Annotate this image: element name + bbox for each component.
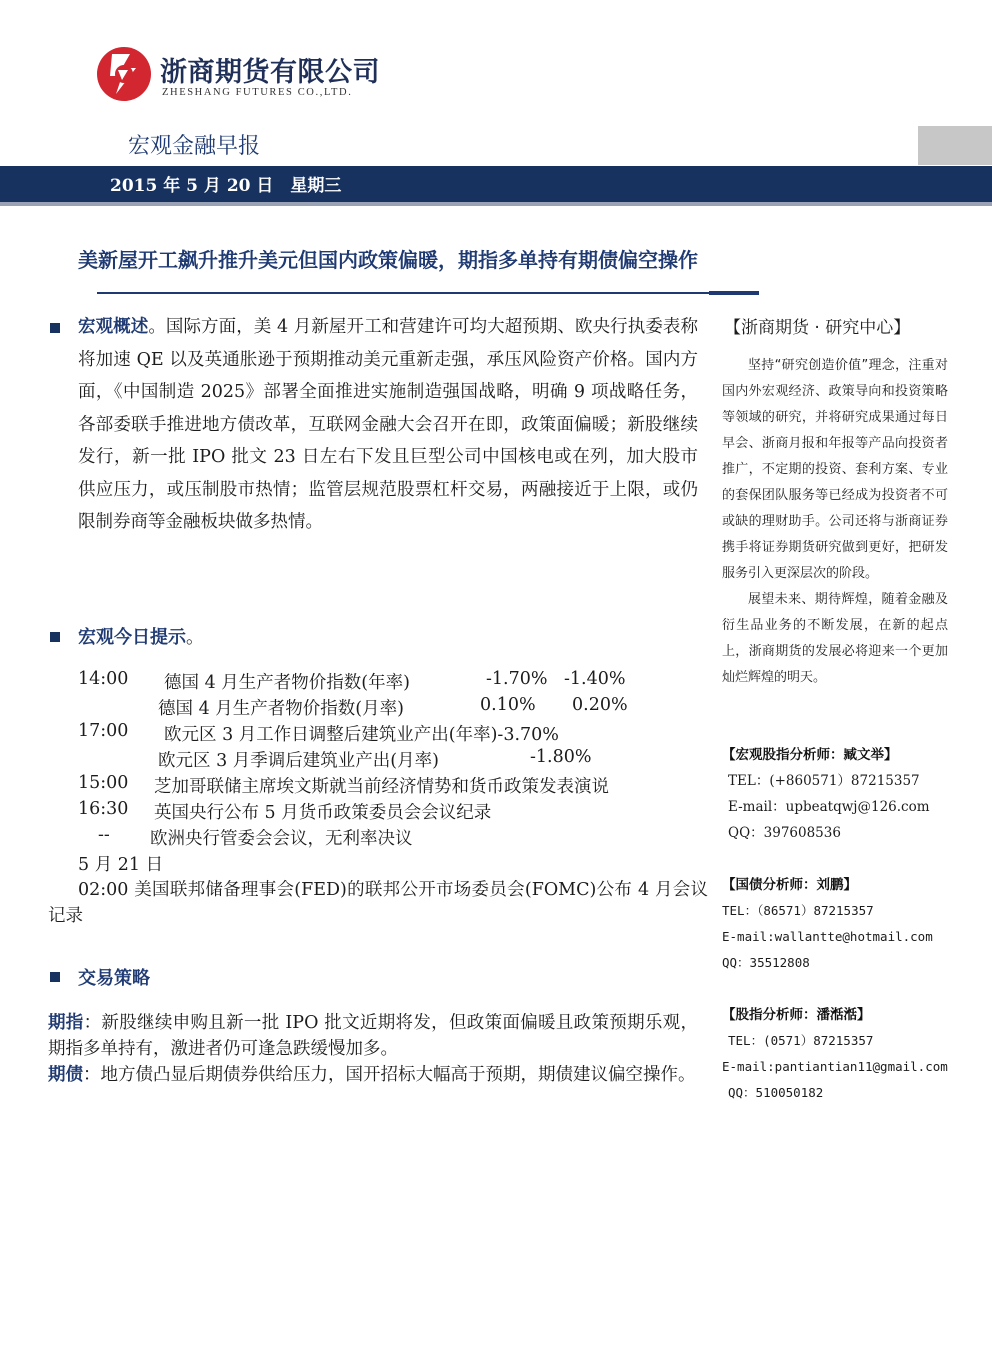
event-row <box>48 825 708 851</box>
analyst-tel: TEL：(0571）87215357 <box>728 1033 874 1048</box>
strategy-text: ：新股继续申购且新一批 IPO 批文近期将发，但政策面偏暖且政策预期乐观，期指多单持有，激进者仍可逢急跌缓慢加多。 <box>48 1013 698 1059</box>
event-row <box>48 799 708 825</box>
company-logo <box>96 46 152 102</box>
overview-title: 宏观概述 <box>78 317 149 337</box>
analyst-contact <box>722 1002 948 1106</box>
analyst-contact <box>722 742 930 846</box>
event-list <box>48 669 708 929</box>
report-type: 宏观金融早报 <box>128 134 261 159</box>
event-date: 5 月 21 日 <box>78 855 164 875</box>
bullet-square-icon <box>50 323 60 333</box>
company-name-en: ZHESHANG FUTURES CO.,LTD. <box>162 87 353 98</box>
event-name: 芝加哥联储主席埃文斯就当前经济情势和货币政策发表演说 <box>154 777 609 797</box>
event-name: 欧元区 3 月季调后建筑业产出(月率) <box>158 751 439 771</box>
headline-rule-accent <box>709 291 759 295</box>
strategy-label: 期指 <box>48 1013 84 1033</box>
analyst-email: E-mail:wallantte@hotmail.com <box>722 929 933 944</box>
today-section <box>78 623 204 649</box>
strategy-text: ：地方债凸显后期债券供给压力，国开招标大幅高于预期，期债建议偏空操作。 <box>83 1065 696 1085</box>
today-title-suffix: 。 <box>186 627 204 648</box>
analyst-name: 【股指分析师：潘湉湉】 <box>722 1007 871 1023</box>
intro-paragraph: 展望未来、期待辉煌，随着金融及衍生品业务的不断发展，在新的起点上，浙商期货的发展必将迎来一个更加灿烂辉煌的明天。 <box>722 592 948 685</box>
analyst-contact <box>722 872 933 976</box>
event-name: 02:00 美国联邦储备理事会(FED)的联邦公开市场委员会(FOMC)公布 4 月会议记录 <box>48 880 708 926</box>
analyst-name: 【宏观股指分析师：臧文举】 <box>722 747 898 763</box>
intro-paragraph: 坚持“研究创造价值”理念，注重对国内外宏观经济、政策导向和投资策略等领域的研究，并将研究成果通过每日早会、浙商月报和年报等产品向投资者推广，不定期的投资、套利方案、专业的套保团队服务等已经成为投资者不可或缺的理财助手。公司还将与浙商证券携手将证券期货研究做到更好，把研发服务引入更深层次的阶段。 <box>722 358 948 581</box>
report-date: 2015 年 5 月 20 日 星期三 <box>110 176 342 196</box>
strategy-section <box>78 964 150 990</box>
strategy-item <box>48 1062 698 1088</box>
event-name: 英国央行公布 5 月货币政策委员会会议纪录 <box>154 803 492 823</box>
analyst-qq: QQ：397608536 <box>728 825 841 841</box>
today-title: 宏观今日提示 <box>78 627 186 648</box>
analyst-name: 【国债分析师：刘鹏】 <box>722 877 857 893</box>
event-name: 德国 4 月生产者物价指数(月率) <box>158 699 404 719</box>
event-row <box>48 695 708 721</box>
strategy-item <box>48 1010 698 1062</box>
event-name: 欧元区 3 月工作日调整后建筑业产出(年率)-3.70% <box>164 725 559 745</box>
overview-paragraph <box>78 311 698 539</box>
event-value-2: 0.20% <box>572 695 628 715</box>
research-center-title: 【浙商期货 · 研究中心】 <box>724 318 911 338</box>
headline: 美新屋开工飙升推升美元但国内政策偏暖，期指多单持有期债偏空操作 <box>78 248 698 272</box>
strategy-title: 交易策略 <box>78 968 150 989</box>
strategy-body <box>48 1010 698 1088</box>
event-name: 德国 4 月生产者物价指数(年率) <box>164 673 410 693</box>
event-time: 15:00 <box>78 773 129 793</box>
analyst-tel: TEL：(+860571）87215357 <box>728 773 920 789</box>
event-row <box>48 773 708 799</box>
analyst-qq: QQ：510050182 <box>728 1085 824 1100</box>
event-value-1: 0.10% <box>480 695 536 715</box>
event-value-1: -1.80% <box>530 747 592 767</box>
event-row <box>48 669 708 695</box>
event-time: -- <box>98 825 110 845</box>
analyst-email: E-mail：upbeatqwj@126.com <box>728 799 930 815</box>
overview-body: 。国际方面，美 4 月新屋开工和营建许可均大超预期、欧央行执委表称将加速 QE 以及英通胀逊于预期推动美元重新走强，承压风险资产价格。国内方面，《中国制造 2025》部署全面推进实施制造强国战略，明确 9 项战略任务，各部委联手推进地方债改革，互联网金融大会召开在即，政策面偏暖；新股继续发行，新一批 IPO 批文 23 日左右下发且巨型公司中国核电或在列，加大股市供应压力，或压制股市热情；监管层规范股票杠杆交易，两融接近于上限，或仍限制券商等金融板块做多热情。 <box>78 317 698 532</box>
analyst-email: E-mail:pantiantian11@gmail.com <box>722 1059 948 1074</box>
analyst-tel: TEL：（86571）87215357 <box>722 903 874 918</box>
company-name-cn: 浙商期货有限公司 <box>160 57 380 88</box>
strategy-label: 期债 <box>48 1065 83 1085</box>
research-center-intro <box>722 353 948 691</box>
event-time: 17:00 <box>78 721 129 741</box>
event-name: 欧洲央行管委会会议，无利率决议 <box>150 829 413 849</box>
event-value-1: -1.70% <box>486 669 548 689</box>
event-row <box>48 851 708 877</box>
header-gray-block <box>918 126 992 165</box>
event-row <box>48 877 708 929</box>
event-value-2: -1.40% <box>564 669 626 689</box>
headline-rule <box>97 292 759 294</box>
date-bar <box>0 166 992 202</box>
event-row <box>48 747 708 773</box>
event-row <box>48 721 708 747</box>
event-time: 16:30 <box>78 799 129 819</box>
bullet-square-icon <box>50 632 60 642</box>
date-bar-shadow <box>0 202 992 206</box>
analyst-qq: QQ：35512808 <box>722 955 810 970</box>
bullet-square-icon <box>50 972 60 982</box>
event-time: 14:00 <box>78 669 129 689</box>
